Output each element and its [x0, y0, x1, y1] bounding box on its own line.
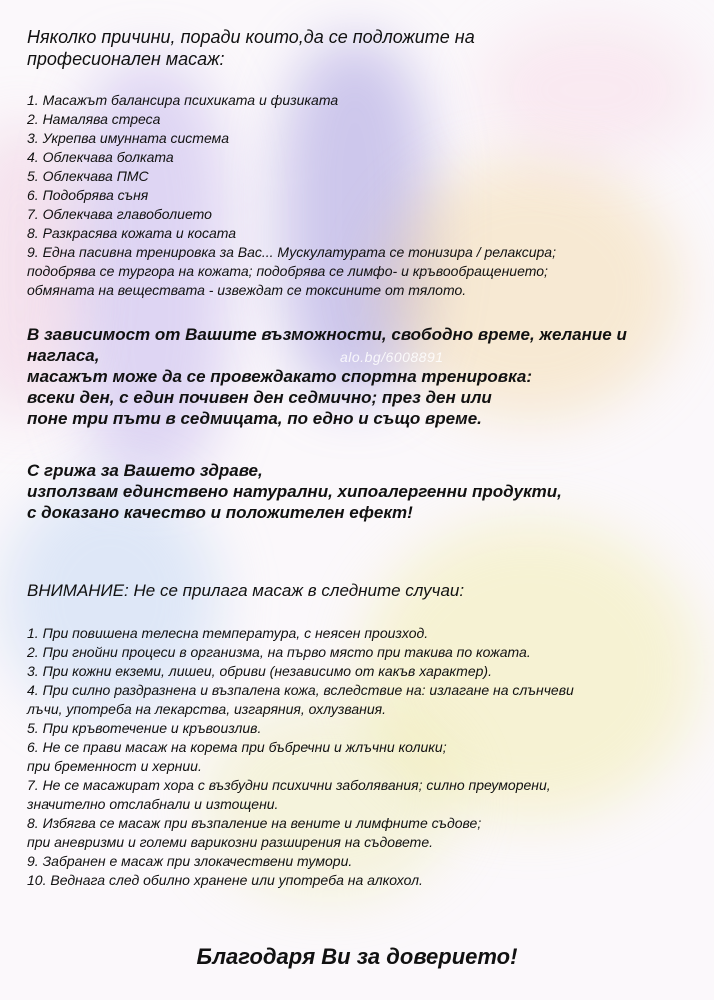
list-item: 8. Разкрасява кожата и косата	[27, 225, 237, 241]
contraindications-list	[27, 624, 574, 890]
benefits-list	[27, 91, 556, 300]
list-item: 4. Облекчава болката	[27, 149, 174, 165]
list-item: 3. При кожни екземи, лишеи, обриви (независимо от какъв характер).	[27, 663, 492, 679]
list-item: 5. Облекчава ПМС	[27, 168, 149, 184]
list-item: 8. Избягва се масаж при възпаление на вените и лимфните съдове;	[27, 815, 482, 831]
list-item: 1. При повишена телесна температура, с неясен произход.	[27, 625, 429, 641]
list-item: 7. Облекчава главоболието	[27, 206, 212, 222]
watermark: alo.bg/6008891	[340, 349, 444, 365]
care-paragraph: С грижа за Вашето здраве, използвам единствено натурални, хипоалергенни продукти, с доказано качество и положителен ефект!	[27, 461, 562, 522]
training-paragraph: В зависимост от Вашите възможности, свободно време, желание и нагласа, масажът може да се провеждакато спортна тренировка: всеки ден, с един почивен ден седмично; през ден или поне три пъти в седмицата, по едно и също време.	[27, 325, 627, 428]
list-item: 4. При силно раздразнена и възпалена кожа, вследствие на: излагане на слънчеви	[27, 682, 574, 698]
list-item: 6. Подобрява съня	[27, 187, 149, 203]
list-item: при бременност и хернии.	[27, 758, 202, 774]
title: Няколко причини, поради които,да се подложите на професионален масаж:	[27, 27, 475, 69]
list-item: обмяната на веществата - извеждат се токсините от тялото.	[27, 282, 467, 298]
list-item: 5. При кръвотечение и кръвоизлив.	[27, 720, 262, 736]
list-item: 7. Не се масажират хора с възбудни психични заболявания; силно преуморени,	[27, 777, 551, 793]
list-item: 1. Масажът балансира психиката и физиката	[27, 92, 339, 108]
list-item: значително отслабнали и изтощени.	[27, 796, 279, 812]
list-item: лъчи, употреба на лекарства, изгаряния, охлузвания.	[27, 701, 387, 717]
list-item: 2. При гнойни процеси в организма, на първо място при такива по кожата.	[27, 644, 531, 660]
list-item: 6. Не се прави масаж на корема при бъбречни и жлъчни колики;	[27, 739, 447, 755]
closing-message: Благодаря Ви за доверието!	[196, 944, 518, 969]
list-item: 10. Веднага след обилно хранене или употреба на алкохол.	[27, 872, 423, 888]
list-item: 9. Забранен е масаж при злокачествени тумори.	[27, 853, 353, 869]
list-item: 9. Една пасивна тренировка за Вас... Мускулатурата се тонизира / релаксира;	[27, 244, 556, 260]
list-item: 3. Укрепва имунната система	[27, 130, 229, 146]
list-item: 2. Намалява стреса	[27, 111, 161, 127]
list-item: при аневризми и големи варикозни разширения на съдовете.	[27, 834, 433, 850]
list-item: подобрява се тургора на кожата; подобрява се лимфо- и кръвообращението;	[27, 263, 548, 279]
warning-title: ВНИМАНИЕ: Не се прилага масаж в следните случаи:	[27, 581, 465, 600]
